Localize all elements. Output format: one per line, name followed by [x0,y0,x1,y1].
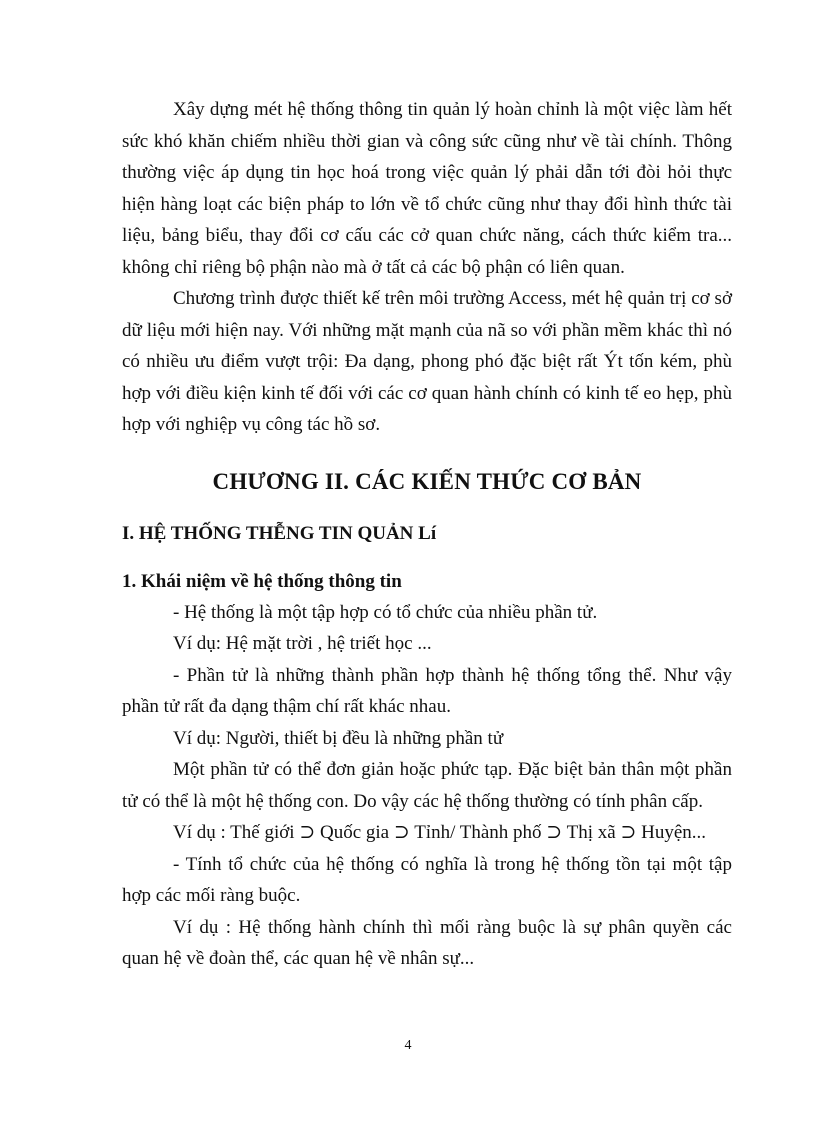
page-number: 4 [404,1038,412,1053]
page-content [122,94,732,975]
body-paragraph: Ví dụ: Người, thiết bị đều là những phần tử [173,727,504,749]
body-paragraph: - Hệ thống là một tập hợp có tổ chức của nhiều phần tử. [173,601,598,623]
subsection-title: 1. Khái niệm về hệ thống thông tin [122,570,402,592]
section-title: I. HỆ THỐNG THỄNG TIN QUẢN Lí [122,522,437,544]
body-paragraph: Ví dụ: Hệ mặt trời , hệ triết học ... [173,633,432,654]
body-paragraph: Ví dụ : Hệ thống hành chính thì mối ràng buộc là sự phân quyền các quan hệ về đoàn thể, các quan hệ về nhân sự... [122,916,732,969]
body-paragraph: Ví dụ : Thế giới ⊃ Quốc gia ⊃ Tỉnh/ Thành phố ⊃ Thị xã ⊃ Huyện... [173,822,707,843]
body-paragraph: - Tính tổ chức của hệ thống có nghĩa là trong hệ thống tồn tại một tập hợp các mối ràng buộc. [122,853,732,906]
intro-paragraph: Xây dựng mét hệ thống thông tin quản lý hoàn chỉnh là một việc làm hết sức khó khăn chiếm nhiều thời gian và công sức cũng như về tài chính. Thông thường việc áp dụng tin học hoá trong việc quản lý phải dẫn tới đòi hỏi thực hiện hàng loạt các biện pháp to lớn về tổ chức cũng như thay đổi hình thức tài liệu, bảng biểu, thay đổi cơ cấu các cở quan chức năng, cách thức kiểm tra... không chỉ riêng bộ phận nào mà ở tất cả các bộ phận có liên quan. [122,99,732,278]
intro-paragraph: Chương trình được thiết kế trên môi trường Access, mét hệ quản trị cơ sở dữ liệu mới hiện nay. Với những mặt mạnh của nã so với phần mềm khác thì nó có nhiều ưu điểm vượt trội: Đa dạng, phong phó đặc biệt rất Ýt tốn kém, phù hợp với điều kiện kinh tế đối với các cơ quan hành chính có kinh tế eo hẹp, phù hợp với nghiệp vụ công tác hồ sơ. [122,288,732,435]
chapter-title: CHƯƠNG II. CÁC KIẾN THỨC CƠ BẢN [212,468,642,494]
body-paragraph: - Phần tử là những thành phần hợp thành hệ thống tổng thể. Như vậy phần tử rất đa dạng thậm chí rất khác nhau. [122,664,732,717]
body-paragraph: Một phần tử có thể đơn giản hoặc phức tạp. Đặc biệt bản thân một phần tử có thể là một hệ thống con. Do vậy các hệ thống thường có tính phân cấp. [122,759,732,812]
